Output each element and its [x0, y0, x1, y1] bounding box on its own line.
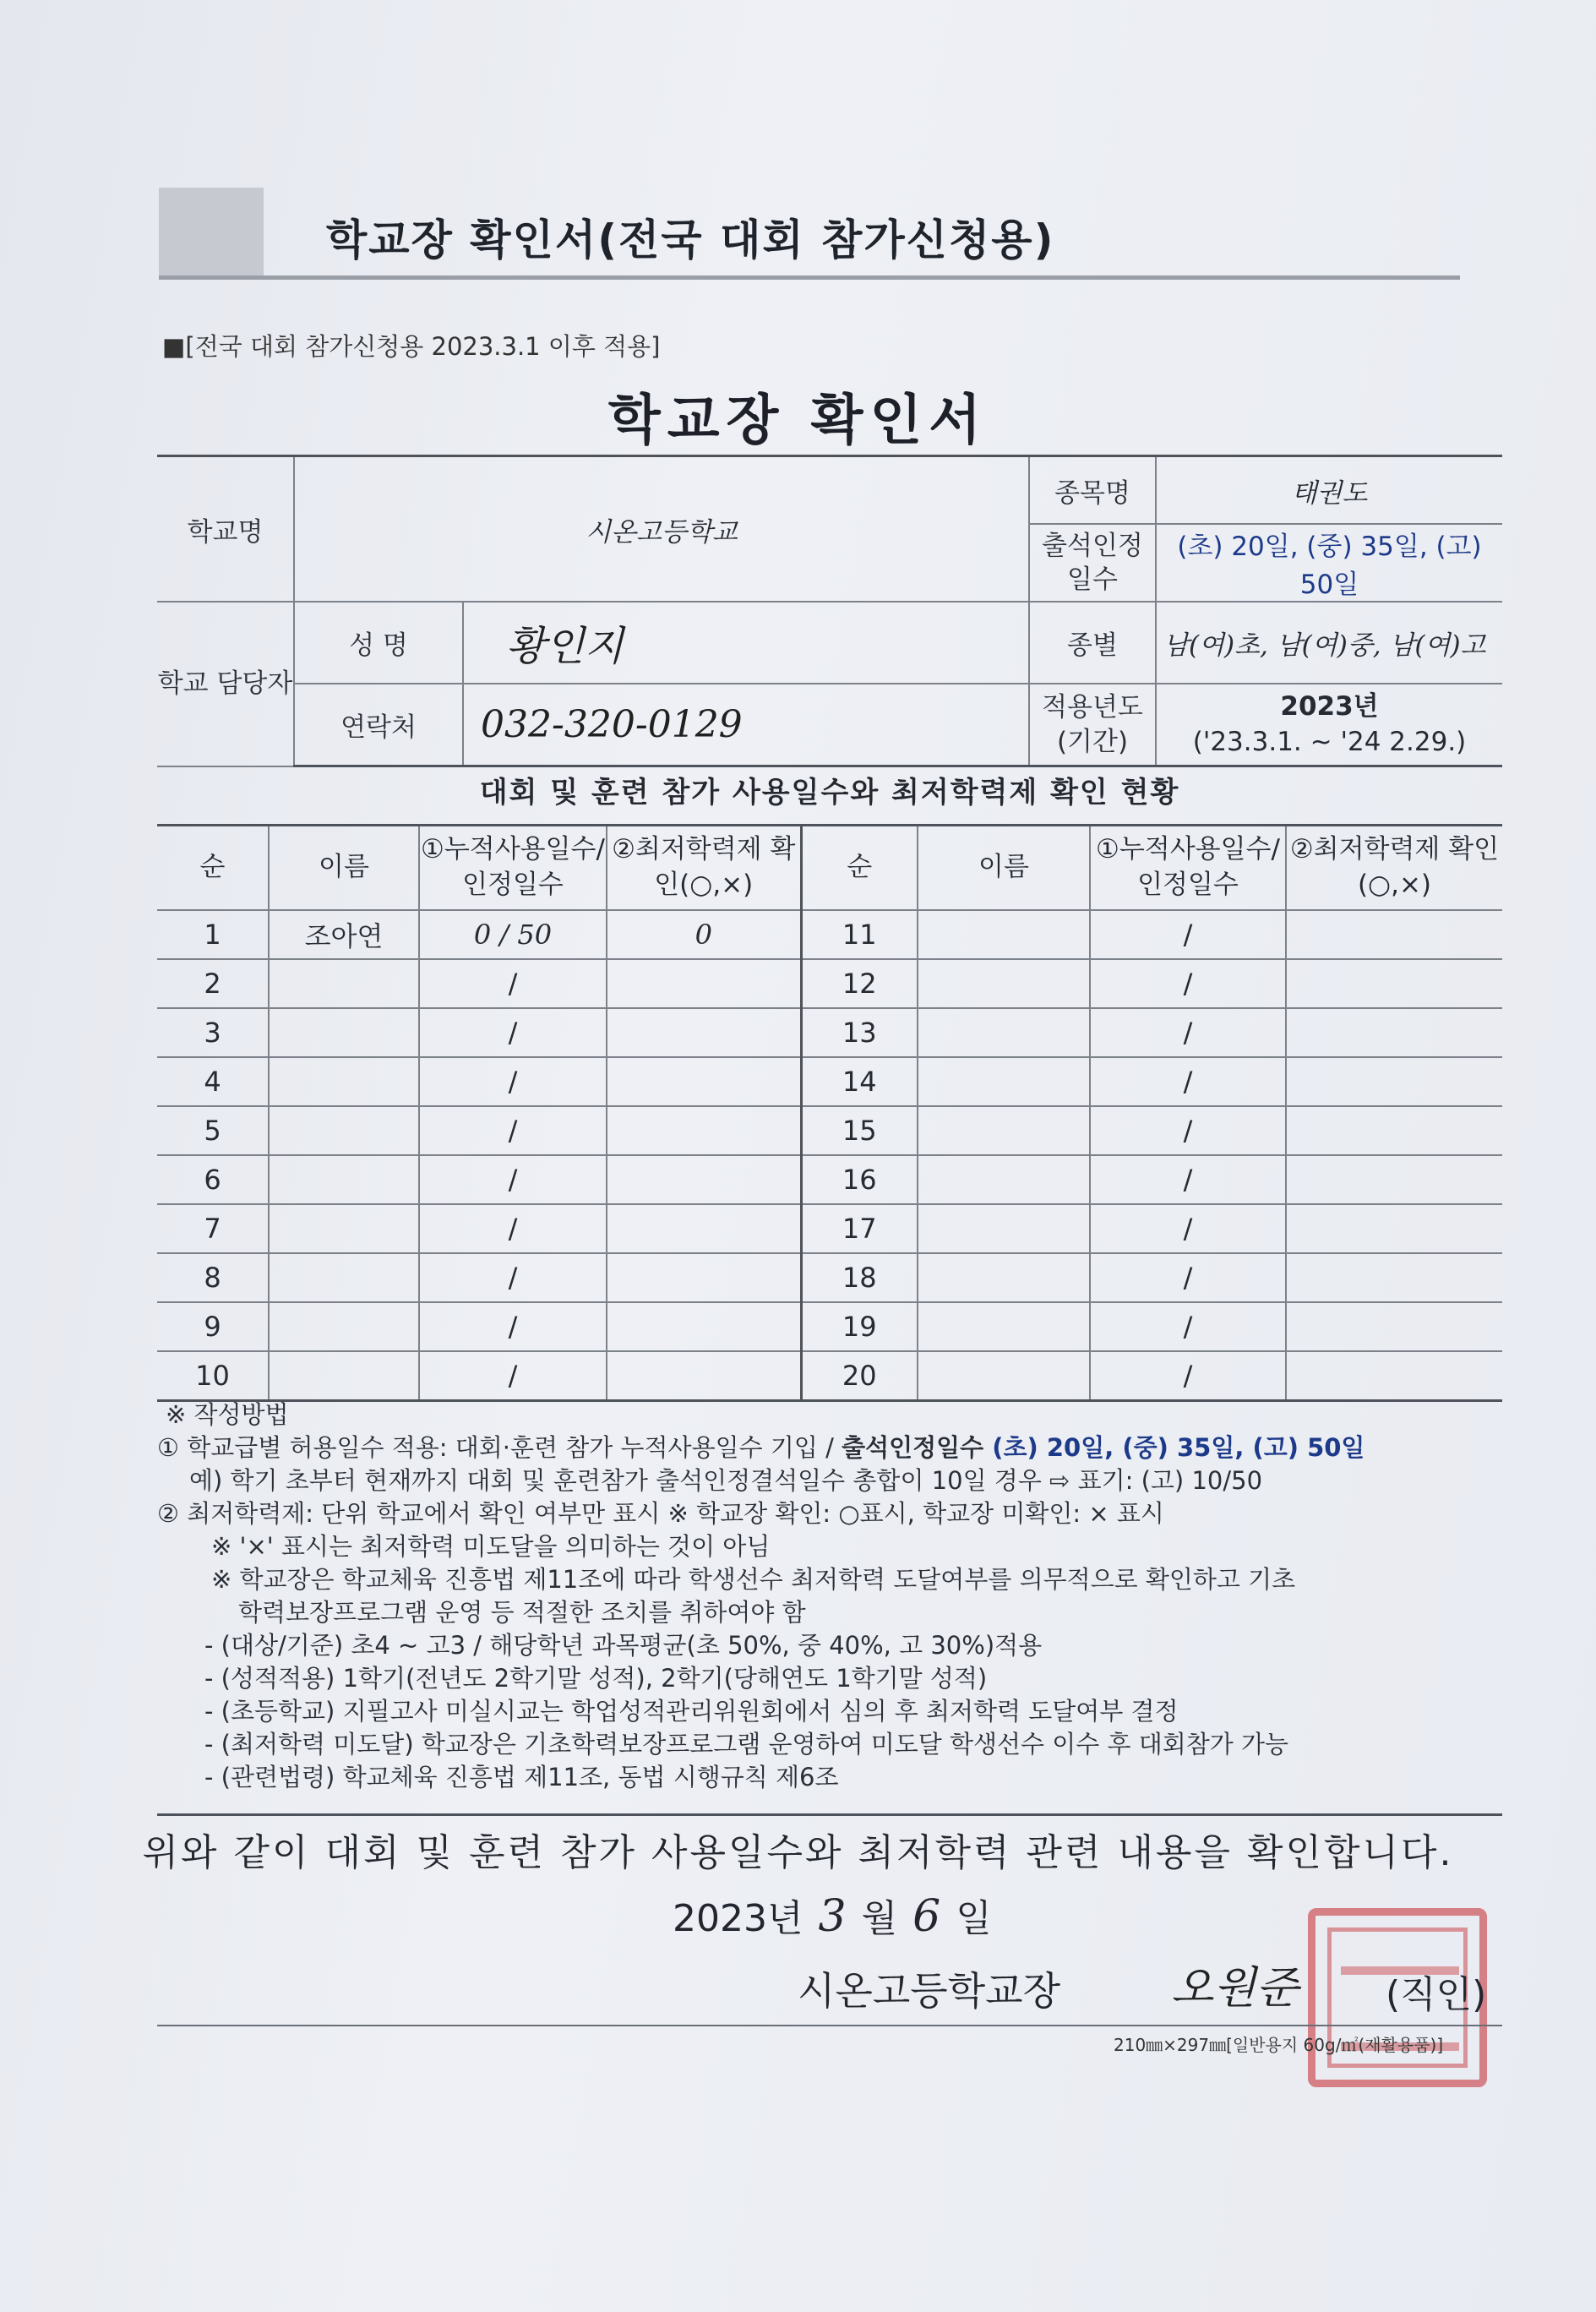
days-cell: / [1090, 1057, 1286, 1106]
row-number: 17 [801, 1204, 918, 1253]
row-number: 12 [801, 959, 918, 1008]
academic-cell [1286, 1204, 1502, 1253]
days-cell: / [1090, 910, 1286, 959]
athlete-name [918, 1106, 1090, 1155]
sport-value: 태권도 [1156, 456, 1502, 525]
table-row [157, 959, 1502, 1008]
row-number: 15 [801, 1106, 918, 1155]
academic-cell [607, 1253, 801, 1302]
athlete-name [918, 959, 1090, 1008]
row-number: 19 [801, 1302, 918, 1351]
gender-value: 남(여)초, 남(여)중, 남(여)고 [1156, 602, 1502, 684]
phone-value: 032-320-0129 [463, 684, 1029, 766]
header-name-right: 이름 [918, 826, 1090, 911]
athlete-name [269, 1057, 419, 1106]
row-number: 11 [801, 910, 918, 959]
academic-cell [607, 1106, 801, 1155]
row-number: 20 [801, 1351, 918, 1401]
athlete-name [918, 910, 1090, 959]
row-number: 5 [157, 1106, 269, 1155]
days-cell: / [1090, 1302, 1286, 1351]
days-cell: / [419, 1008, 607, 1057]
instruction-2-note-1: ※ '×' 표시는 최저학력 미도달을 의미하는 것이 아님 [211, 1532, 771, 1561]
attendance-days-label: 출석인정 일수 [1029, 524, 1156, 602]
header-name-left: 이름 [269, 826, 419, 911]
academic-cell [1286, 959, 1502, 1008]
athlete-name [918, 1351, 1090, 1401]
instruction-2-note-2-cont: 학력보장프로그램 운영 등 적절한 조치를 취하여야 함 [238, 1598, 806, 1627]
header-no-right: 순 [801, 826, 918, 911]
days-cell: / [419, 1351, 607, 1401]
academic-cell [607, 959, 801, 1008]
month-unit: 월 [861, 1897, 898, 1940]
instruction-2: ② 최저학력제: 단위 학교에서 확인 여부만 표시 ※ 학교장 확인: ○표시, 학교장 미확인: × 표시 [157, 1499, 1164, 1528]
instruction-1-text: ① 학교급별 허용일수 적용: 대회·훈련 참가 누적사용일수 기입 / [157, 1433, 842, 1462]
academic-cell [1286, 1008, 1502, 1057]
seal-label: (직인) [1386, 1973, 1487, 2016]
row-number: 18 [801, 1253, 918, 1302]
instructions-heading: ※ 작성방법 [166, 1400, 289, 1429]
header-academic-right: ②최저학력제 확인(○,×) [1286, 826, 1502, 911]
instructions-section [157, 1399, 1509, 1794]
date-year: 2023년 [673, 1897, 803, 1940]
days-cell: / [1090, 1155, 1286, 1204]
academic-cell: 0 [607, 910, 801, 959]
row-number: 10 [157, 1351, 269, 1401]
academic-cell [1286, 1302, 1502, 1351]
form-title: 학교장 확인서(전국 대회 참가신청용) [326, 215, 1055, 264]
below-minimum-bullet: - (최저학력 미도달) 학교장은 기초학력보장프로그램 운영하여 미도달 학생선수 이수 후 대회참가 가능 [204, 1730, 1289, 1759]
table-row [157, 910, 1502, 959]
criteria-bullet: - (대상/기준) 초4 ~ 고3 / 해당학년 과목평균(초 50%, 중 40%, 고 30%)적용 [204, 1631, 1043, 1660]
athlete-name [269, 959, 419, 1008]
table-row [157, 1057, 1502, 1106]
form-title-banner [159, 188, 1460, 279]
athlete-name: 조아연 [269, 910, 419, 959]
school-info-table [157, 455, 1502, 767]
header-no-left: 순 [157, 826, 269, 911]
athlete-name [918, 1008, 1090, 1057]
days-cell: / [419, 1253, 607, 1302]
academic-cell [1286, 910, 1502, 959]
period-value: ('23.3.1. ~ '24 2.29.) [1192, 726, 1467, 757]
days-cell: / [419, 959, 607, 1008]
days-cell: / [419, 1057, 607, 1106]
table-row [157, 1204, 1502, 1253]
application-subnote: ■[전국 대회 참가신청용 2023.3.1 이후 적용] [162, 332, 661, 361]
days-cell: / [1090, 1204, 1286, 1253]
header-days-left: ①누적사용일수/인정일수 [419, 826, 607, 911]
row-number: 6 [157, 1155, 269, 1204]
title-underline [159, 275, 1460, 280]
row-number: 9 [157, 1302, 269, 1351]
legal-basis-bullet: - (관련법령) 학교체육 진흥법 제11조, 동법 시행규칙 제6조 [204, 1763, 839, 1791]
athlete-name [918, 1057, 1090, 1106]
days-cell: 0 / 50 [419, 910, 607, 959]
school-name-label: 학교명 [157, 456, 294, 603]
athlete-name [269, 1351, 419, 1401]
school-name-value: 시온고등학교 [294, 456, 1029, 603]
sport-label: 종목명 [1029, 456, 1156, 525]
page-title: 학교장 확인서 [607, 390, 989, 452]
academic-cell [1286, 1106, 1502, 1155]
athlete-name [269, 1302, 419, 1351]
instruction-2-note-2: ※ 학교장은 학교체육 진흥법 제11조에 따라 학생선수 최저학력 도달여부를 의무적으로 확인하고 기초 [211, 1565, 1296, 1594]
principal-signature: 오원준 [1171, 1963, 1299, 2014]
academic-cell [607, 1351, 801, 1401]
table-row [157, 1351, 1502, 1401]
days-cell: / [419, 1155, 607, 1204]
row-number: 7 [157, 1204, 269, 1253]
academic-cell [607, 1155, 801, 1204]
name-label: 성 명 [294, 602, 463, 684]
academic-cell [1286, 1351, 1502, 1401]
elementary-bullet: - (초등학교) 지필고사 미실시교는 학업성적관리위원회에서 심의 후 최저학력 도달여부 결정 [204, 1697, 1179, 1726]
table-row [157, 1302, 1502, 1351]
row-number: 4 [157, 1057, 269, 1106]
attendance-days-value: (초) 20일, (중) 35일, (고) 50일 [1156, 524, 1502, 602]
table-row [157, 1155, 1502, 1204]
athlete-name [918, 1302, 1090, 1351]
contact-person-label: 학교 담당자 [157, 602, 294, 766]
row-number: 1 [157, 910, 269, 959]
footer-rule [157, 2025, 1502, 2026]
issue-date [673, 1888, 992, 1942]
days-cell: / [419, 1302, 607, 1351]
days-cell: / [1090, 1008, 1286, 1057]
table-row [157, 1008, 1502, 1057]
athlete-name [269, 1155, 419, 1204]
roster-table [157, 824, 1502, 1402]
header-days-right: ①누적사용일수/인정일수 [1090, 826, 1286, 911]
academic-cell [1286, 1057, 1502, 1106]
confirmation-statement: 위와 같이 대회 및 훈련 참가 사용일수와 최저학력 관련 내용을 확인합니다. [142, 1831, 1454, 1874]
row-number: 8 [157, 1253, 269, 1302]
row-number: 13 [801, 1008, 918, 1057]
section-divider [157, 1813, 1502, 1816]
row-number: 3 [157, 1008, 269, 1057]
athlete-name [269, 1253, 419, 1302]
year-value-cell [1156, 684, 1502, 766]
instruction-1-emphasis: 출석인정일수 [842, 1433, 993, 1462]
days-cell: / [419, 1106, 607, 1155]
date-day: 6 [912, 1891, 941, 1942]
instruction-1 [157, 1431, 1509, 1464]
year-label: 적용년도 (기간) [1029, 684, 1156, 766]
athlete-name [918, 1155, 1090, 1204]
day-unit: 일 [956, 1897, 992, 1940]
paper-spec: 210㎜×297㎜[일반용지 60g/㎡(재활용품)] [1114, 2035, 1444, 2055]
instruction-1-example: 예) 학기 초부터 현재까지 대회 및 훈련참가 출석인정결석일수 총합이 10일 경우 ⇨ 표기: (고) 10/50 [189, 1466, 1263, 1495]
athlete-name [269, 1204, 419, 1253]
table-row [157, 1253, 1502, 1302]
days-cell: / [419, 1204, 607, 1253]
instruction-1-days: (초) 20일, (중) 35일, (고) 50일 [992, 1433, 1365, 1462]
academic-cell [1286, 1253, 1502, 1302]
days-cell: / [1090, 1253, 1286, 1302]
academic-cell [607, 1204, 801, 1253]
athlete-name [918, 1253, 1090, 1302]
title-tab-block [159, 188, 264, 275]
athlete-name [269, 1008, 419, 1057]
academic-cell [607, 1057, 801, 1106]
roster-title: 대회 및 훈련 참가 사용일수와 최저학력제 확인 현황 [479, 776, 1180, 810]
days-cell: / [1090, 1106, 1286, 1155]
principal-title: 시온고등학교장 [798, 1968, 1061, 2014]
days-cell: / [1090, 1351, 1286, 1401]
phone-label: 연락처 [294, 684, 463, 766]
academic-cell [1286, 1155, 1502, 1204]
grades-bullet: - (성적적용) 1학기(전년도 2학기말 성적), 2학기(당해연도 1학기말 성적) [204, 1664, 988, 1693]
row-number: 14 [801, 1057, 918, 1106]
header-academic-left: ②최저학력제 확인(○,×) [607, 826, 801, 911]
row-number: 2 [157, 959, 269, 1008]
days-cell: / [1090, 959, 1286, 1008]
academic-cell [607, 1008, 801, 1057]
year-value: 2023년 [1280, 690, 1379, 722]
date-month: 3 [818, 1891, 847, 1942]
table-row [157, 1106, 1502, 1155]
academic-cell [607, 1302, 801, 1351]
row-number: 16 [801, 1155, 918, 1204]
contact-name-value: 황인지 [463, 602, 1029, 684]
athlete-name [918, 1204, 1090, 1253]
gender-label: 종별 [1029, 602, 1156, 684]
athlete-name [269, 1106, 419, 1155]
